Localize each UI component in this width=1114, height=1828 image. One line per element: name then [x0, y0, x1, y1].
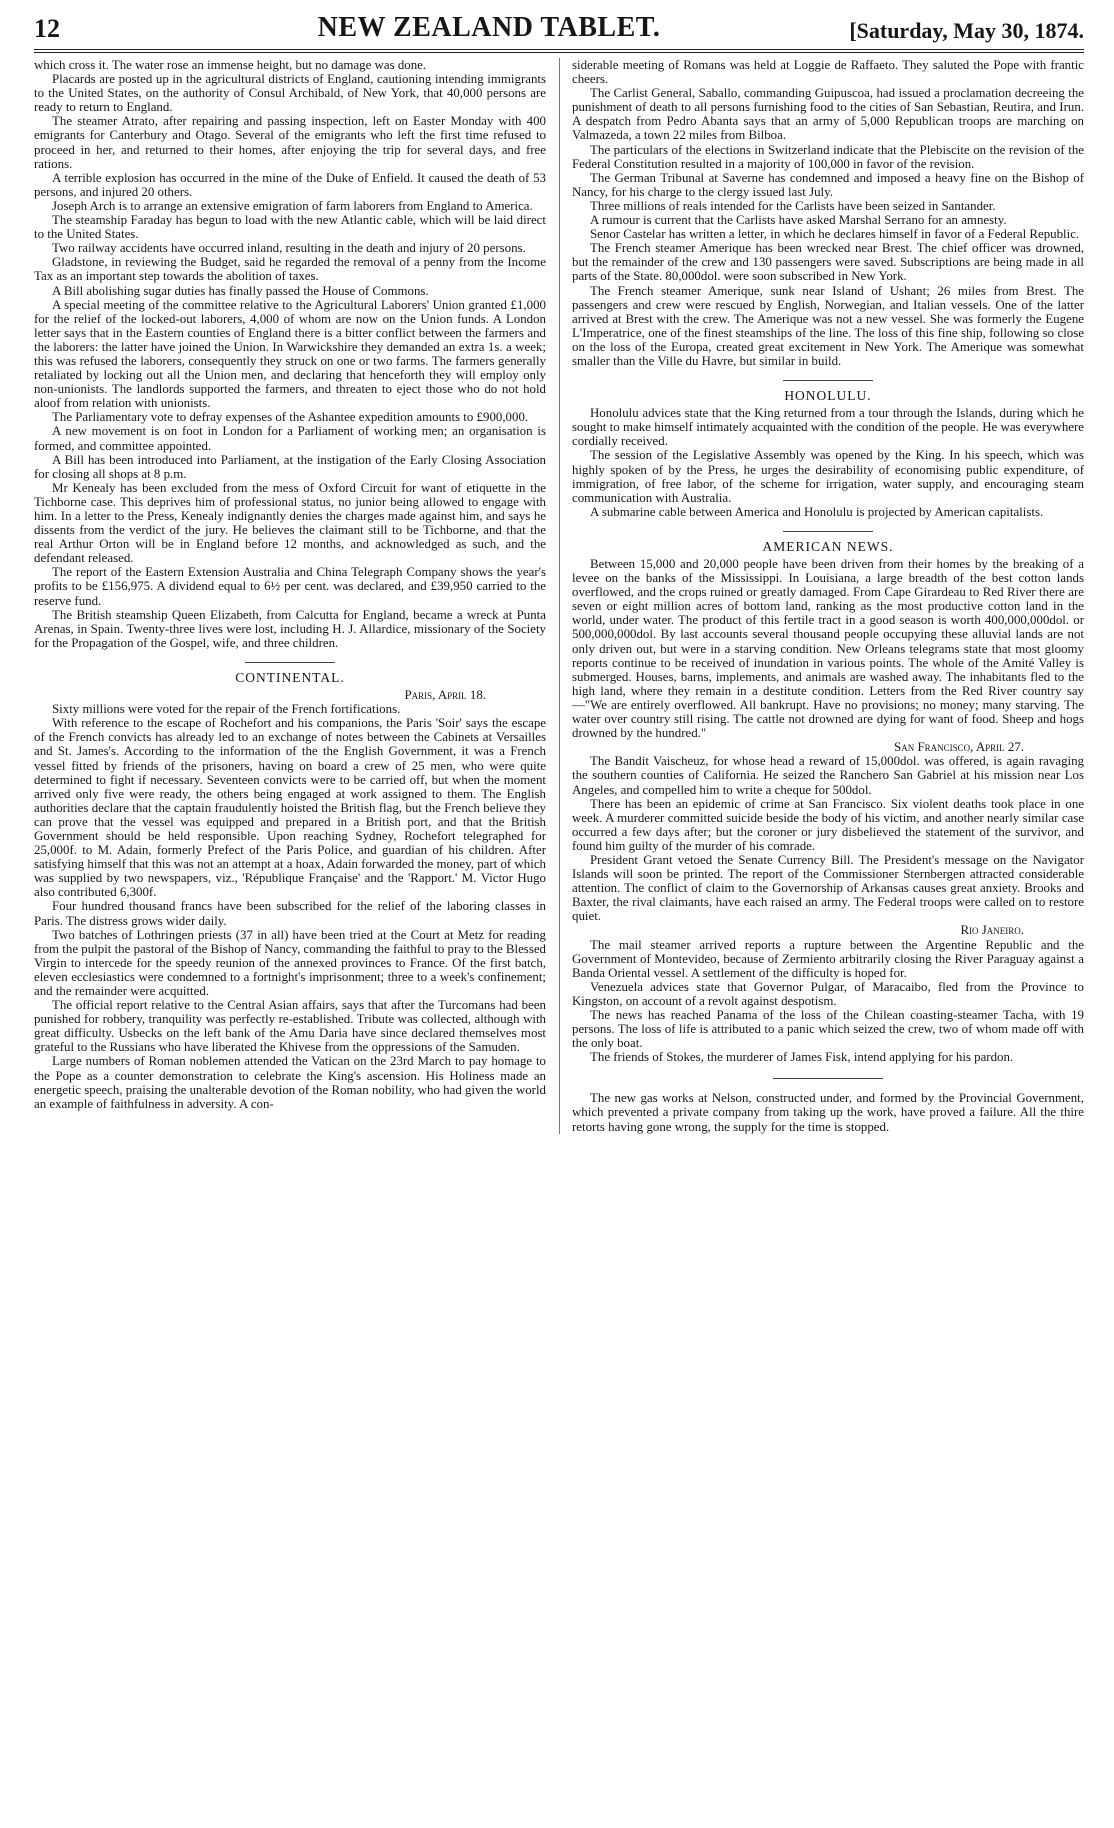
- article-paragraph: A submarine cable between America and Honolulu is projected by American capitalists.: [590, 504, 1044, 519]
- left-intro-articles: [34, 58, 546, 650]
- article-paragraph: The Bandit Vaischeuz, for whose head a reward of 15,000dol. was offered, is again ravaging the southern counties of California. He seized the Ranchero San Gabriel at his mission near Los Angeles, and compelled him to write a cheque for 500dol.: [572, 754, 1084, 797]
- article-paragraph: A terrible explosion has occurred in the mine of the Duke of Enfield. It caused the death of 53 persons, and injured 20 others.: [34, 170, 546, 199]
- article-paragraph: siderable meeting of Romans was held at Loggie de Raffaeto. They saluted the Pope with frantic cheers.: [572, 58, 1084, 87]
- article-paragraph: The German Tribunal at Saverne has condemned and imposed a heavy fine on the Bishop of Nancy, for his charge to the clergy issued last July.: [572, 170, 1084, 199]
- right-intro-articles: [572, 58, 1084, 368]
- article-paragraph: The Parliamentary vote to defray expenses of the Ashantee expedition amounts to £900,000.: [52, 410, 529, 425]
- masthead: [34, 10, 1084, 44]
- article-paragraph: The French steamer Amerique, sunk near Island of Ushant; 26 miles from Brest. The passengers and crew were rescued by English, Norwegian, and Italian vessels. One of the latter arrived at Brest with the crew. The Amerique was not a new vessel. She was formerly the Eugene L'Imperatrice, one of the finest steamships of the line. The loss of this fine ship, following so close on the loss of the Europa, created great excitement in New York. The Amerique was somewhat smaller than the Ville du Havre, but similar in build.: [572, 283, 1084, 368]
- article-paragraph: Gladstone, in reviewing the Budget, said he regarded the removal of a penny from the Income Tax as an important step towards the abolition of taxes.: [34, 255, 546, 284]
- american-articles: [572, 557, 1084, 740]
- san-francisco-articles: [572, 754, 1084, 923]
- dateline-paris: Paris, April 18.: [404, 688, 486, 703]
- article-paragraph: The French steamer Amerique has been wrecked near Brest. The chief officer was drowned, but the remainder of the crew and 130 passengers were saved. Subscriptions are being made in all parts of the State. 80,000dol. were soon subscribed in New York.: [572, 241, 1084, 284]
- article-paragraph: Two batches of Lothringen priests (37 in all) have been tried at the Court at Metz for reading from the pulpit the pastoral of the Bishop of Nancy, commanding the faithful to pray to the Blessed Virgin to intercede for the speedy reunion of the annexed provinces to France. Of the first batch, eleven ecclesiastics were condemned to a fortnight's imprisonment; three to a week's confinement; and the remainder were acquitted.: [34, 927, 546, 998]
- section-heading-continental: [34, 650, 546, 688]
- heading-rule: [783, 380, 873, 381]
- closing-article: The new gas works at Nelson, constructed under, and formed by the Provincial Government, which prevented a private company from taking up the work, have proved a failure. All the thire retorts having gone wrong, the supply for the time is stopped.: [572, 1091, 1084, 1134]
- article-paragraph: Between 15,000 and 20,000 people have been driven from their homes by the breaking of a levee on the banks of the Mississippi. In Louisiana, a large breadth of the best cotton lands overflowed, and the crops ruined or greatly damaged. From Cape Girardeau to Red River there are seven or eight million acres of bottom land, ranking as the most productive cotton land in the world, under water. The product of this fertile tract in a good season is worth 400,000,000dol. or 500,000,000dol. By last accounts several thousand people occupying these alluvial lands are not only driven out, but were in a starving condition. New Orleans telegrams state that most gloomy reports continue to be received of inundation in various points. The whole of the Amité Valley is submerged. Houses, barns, implements, and animals are washed away. The inhabitants fled to the high land, where they remain in a destitute condition. Letters from the Red River country say—"We are entirely overflowed. All bankrupt. Have no provisions; no money; many starving. The water over country still rising. The cattle not drowned are dying for want of food. Sheep and hogs drowned by the hundred.": [572, 557, 1084, 741]
- article-paragraph: Senor Castelar has written a letter, in which he declares himself in favor of a Federal Republic.: [590, 227, 1080, 242]
- article-paragraph: With reference to the escape of Rochefort and his companions, the Paris 'Soir' says the escape of the French convicts has already led to an exchange of notes between the Cabinets at Versailles and St. James's. According to the information of the the English Government, it was a French vessel fitted by friends of the prisoners, having on board a crew of 25 men, who were quite determined to fight if necessary. Seventeen convicts were to be carried off, but when the moment arrived only five were ready, the others being engaged at work assigned to them. The English authorities declare that the captain fraudulently hoisted the British flag, but the French believe they can prove that the vessel was equipped and prepared in a British port, and that the British Government should be held responsible. Upon reaching Sydney, Rochefort telegraphed for 25,000f. to M. Adain, formerly Prefect of the Paris Police, and guardian of his children. After satisfying himself that this was not an attempt at a hoax, Adain forwarded the money, part of which was supplied by two newspapers, viz., 'République Française' and the 'Rapport.' M. Victor Hugo also contributed 6,300f.: [34, 716, 546, 900]
- heading-rule: [783, 531, 873, 532]
- article-paragraph: There has been an epidemic of crime at San Francisco. Six violent deaths took place in one week. A murderer committed suicide beside the body of his victim, and another nearly similar case occurred a few days after; but the coroner or jury disbelieved the statement of the survivor, and found him guilty of the murder of his comrade.: [572, 796, 1084, 853]
- article-paragraph: A rumour is current that the Carlists have asked Marshal Serrano for an amnesty.: [590, 213, 1007, 228]
- column-divider: [559, 58, 560, 1134]
- issue-date: [Saturday, May 30, 1874.: [849, 18, 1084, 43]
- left-column: [34, 58, 546, 1134]
- article-paragraph: The British steamship Queen Elizabeth, from Calcutta for England, became a wreck at Punta Arenas, in Spain. Twenty-three lives were lost, including H. J. Allardice, missionary of the Society for the Propagation of the Gospel, wife, and three children.: [34, 607, 546, 650]
- article-paragraph: Two railway accidents have occurred inland, resulting in the death and injury of 20 persons.: [52, 241, 526, 256]
- section-rule: [773, 1078, 883, 1079]
- article-paragraph: A Bill has been introduced into Parliament, at the instigation of the Early Closing Association for closing all shops at 8 p.m.: [34, 452, 546, 481]
- article-paragraph: A special meeting of the committee relative to the Agricultural Laborers' Union granted £1,000 for the relief of the locked-out laborers, 4,000 of whom are now on the Union funds. A London letter says that in the Eastern counties of England there is a bitter conflict between the farmers and the laborers: the latter have joined the Union. In Warwickshire they demanded an extra 1s. a week; this was refused the laborers, consequently they struck on one or two farms. The farmers generally retaliated by locking out all the Union men, and declaring that henceforth they will employ only non-unionists. The landlords supported the farmers, and threaten to eject those who do not hold aloof from relation with unionists.: [34, 297, 546, 411]
- continental-heading-text: CONTINENTAL.: [235, 669, 345, 685]
- article-paragraph: A new movement is on foot in London for a Parliament of working men; an organisation is formed, and committee appointed.: [34, 424, 546, 453]
- article-paragraph: Three millions of reals intended for the Carlists have been seized in Santander.: [590, 198, 996, 213]
- heading-rule: [245, 662, 335, 663]
- article-paragraph: The official report relative to the Central Asian affairs, says that after the Turcomans had been punished for robbery, tranquility was perfectly re-established. Tribute was collected, although with great difficulty. Usbecks on the left bank of the Amu Daria have since declared themselves most grateful to the Russians who have liberated the Khivese from the oppressions of the Samuden.: [34, 998, 546, 1055]
- american-heading-text: AMERICAN NEWS.: [762, 538, 894, 554]
- honolulu-heading-text: HONOLULU.: [784, 388, 872, 404]
- dateline-rio-janeiro: Rio Janeiro.: [960, 923, 1024, 938]
- article-paragraph: The steamer Atrato, after repairing and passing inspection, left on Easter Monday with 400 emigrants for Canterbury and Otago. Several of the emigrants who left the first time refused to proceed in her, and returned to their homes, after enjoying the trip for several days, and free rations.: [34, 114, 546, 171]
- right-column: [572, 58, 1084, 1134]
- continental-articles: [34, 702, 546, 1111]
- article-paragraph: Four hundred thousand francs have been subscribed for the relief of the laboring classes in Paris. The distress grows wider daily.: [34, 899, 546, 928]
- article-paragraph: President Grant vetoed the Senate Currency Bill. The President's message on the Navigator Islands will soon be printed. The report of the Commissioner Sternbergen attracted considerable attention. The conflict of claim to the Governorship of Arkansas causes great anxiety. Brooks and Baxter, the rival claimants, have each raised an army. The Federal troops were called on to restore quiet.: [572, 852, 1084, 924]
- article-paragraph: Honolulu advices state that the King returned from a tour through the Islands, during which he sought to make himself intimately acquainted with the condition of the people. He was everywhere cordially received.: [572, 406, 1084, 449]
- article-paragraph: The Carlist General, Saballo, commanding Guipuscoa, had issued a proclamation decreeing the punishment of death to all persons furnishing food to the cities of San Sebastian, Reutira, and Irun. A despatch from Pedro Abanta says that an army of 5,000 Republican troops are marching on Valmazeda, a town 22 miles from Bilboa.: [572, 86, 1084, 143]
- article-paragraph: The session of the Legislative Assembly was opened by the King. In his speech, which was highly spoken of by the Press, he urges the desirability of economising public expenditure, of immigration, of free labor, of the scheme for irrigation, water supply, and encouraging steam communication with Australia.: [572, 448, 1084, 505]
- dateline-san-francisco: San Francisco, April 27.: [894, 740, 1024, 755]
- rio-articles: [572, 938, 1084, 1065]
- page-number: 12: [34, 14, 60, 43]
- article-paragraph: Large numbers of Roman noblemen attended the Vatican on the 23rd March to pay homage to the Pope as a counter demonstration to celebrate the King's ascension. His Holiness made an energetic speech, praising the unalterable devotion of the Roman nobility, who had given the world an example of faithfulness in adversity. A con-: [34, 1054, 546, 1111]
- masthead-title: NEW ZEALAND TABLET.: [317, 12, 661, 43]
- masthead-rule: [34, 49, 1084, 53]
- article-paragraph: The mail steamer arrived reports a rupture between the Argentine Republic and the Government of Montevideo, because of Zermiento arbitrarily closing the River Paraguay against a Banda Oriental vessel. A settlement of the difficulty is hoped for.: [572, 937, 1084, 980]
- columns: [34, 58, 1084, 1134]
- article-paragraph: The news has reached Panama of the loss of the Chilean coasting-steamer Tacha, with 19 persons. The loss of life is attributed to a panic which seized the crew, two of whom made off with the only boat.: [572, 1008, 1084, 1051]
- article-paragraph: The steamship Faraday has begun to load with the new Atlantic cable, which will be laid direct to the United States.: [34, 213, 546, 242]
- article-paragraph: Mr Kenealy has been excluded from the mess of Oxford Circuit for want of etiquette in the Tichborne case. This deprives him of professional status, no junior being allowed to engage with him. In a letter to the Press, Kenealy indignantly denies the charges made against him, and says he dissents from the verdict of the jury. He believes the claimant still to be Tichborne, and that the real Arthur Orton will be in England before 12 months, and acknowledged as such, and the defendant released.: [34, 480, 546, 566]
- article-paragraph: which cross it. The water rose an immense height, but no damage was done.: [34, 58, 427, 72]
- article-paragraph: Sixty millions were voted for the repair of the French fortifications.: [52, 702, 401, 717]
- article-paragraph: Venezuela advices state that Governor Pulgar, of Maracaibo, fled from the Province to Kingston, on account of a revolt against despotism.: [572, 979, 1084, 1008]
- article-paragraph: Joseph Arch is to arrange an extensive emigration of farm laborers from England to America.: [52, 198, 533, 213]
- honolulu-articles: [572, 406, 1084, 519]
- article-paragraph: The particulars of the elections in Switzerland indicate that the Plebiscite on the revision of the Federal Constitution resulted in a majority of 100,000 in favor of the revision.: [572, 142, 1084, 171]
- article-paragraph: The report of the Eastern Extension Australia and China Telegraph Company shows the year's profits to be £156,975. A dividend equal to 6½ per cent. was declared, and £39,950 carried to the reserve fund.: [34, 565, 546, 608]
- article-paragraph: A Bill abolishing sugar duties has finally passed the House of Commons.: [52, 283, 429, 298]
- article-paragraph: The friends of Stokes, the murderer of James Fisk, intend applying for his pardon.: [590, 1050, 1014, 1065]
- section-heading-american-news: [572, 519, 1084, 557]
- section-heading-honolulu: [572, 368, 1084, 406]
- article-paragraph: Placards are posted up in the agricultural districts of England, cautioning intending immigrants to the United States, on the authority of Consul Archibald, of New York, that 40,000 persons are ready to return to England.: [34, 72, 546, 115]
